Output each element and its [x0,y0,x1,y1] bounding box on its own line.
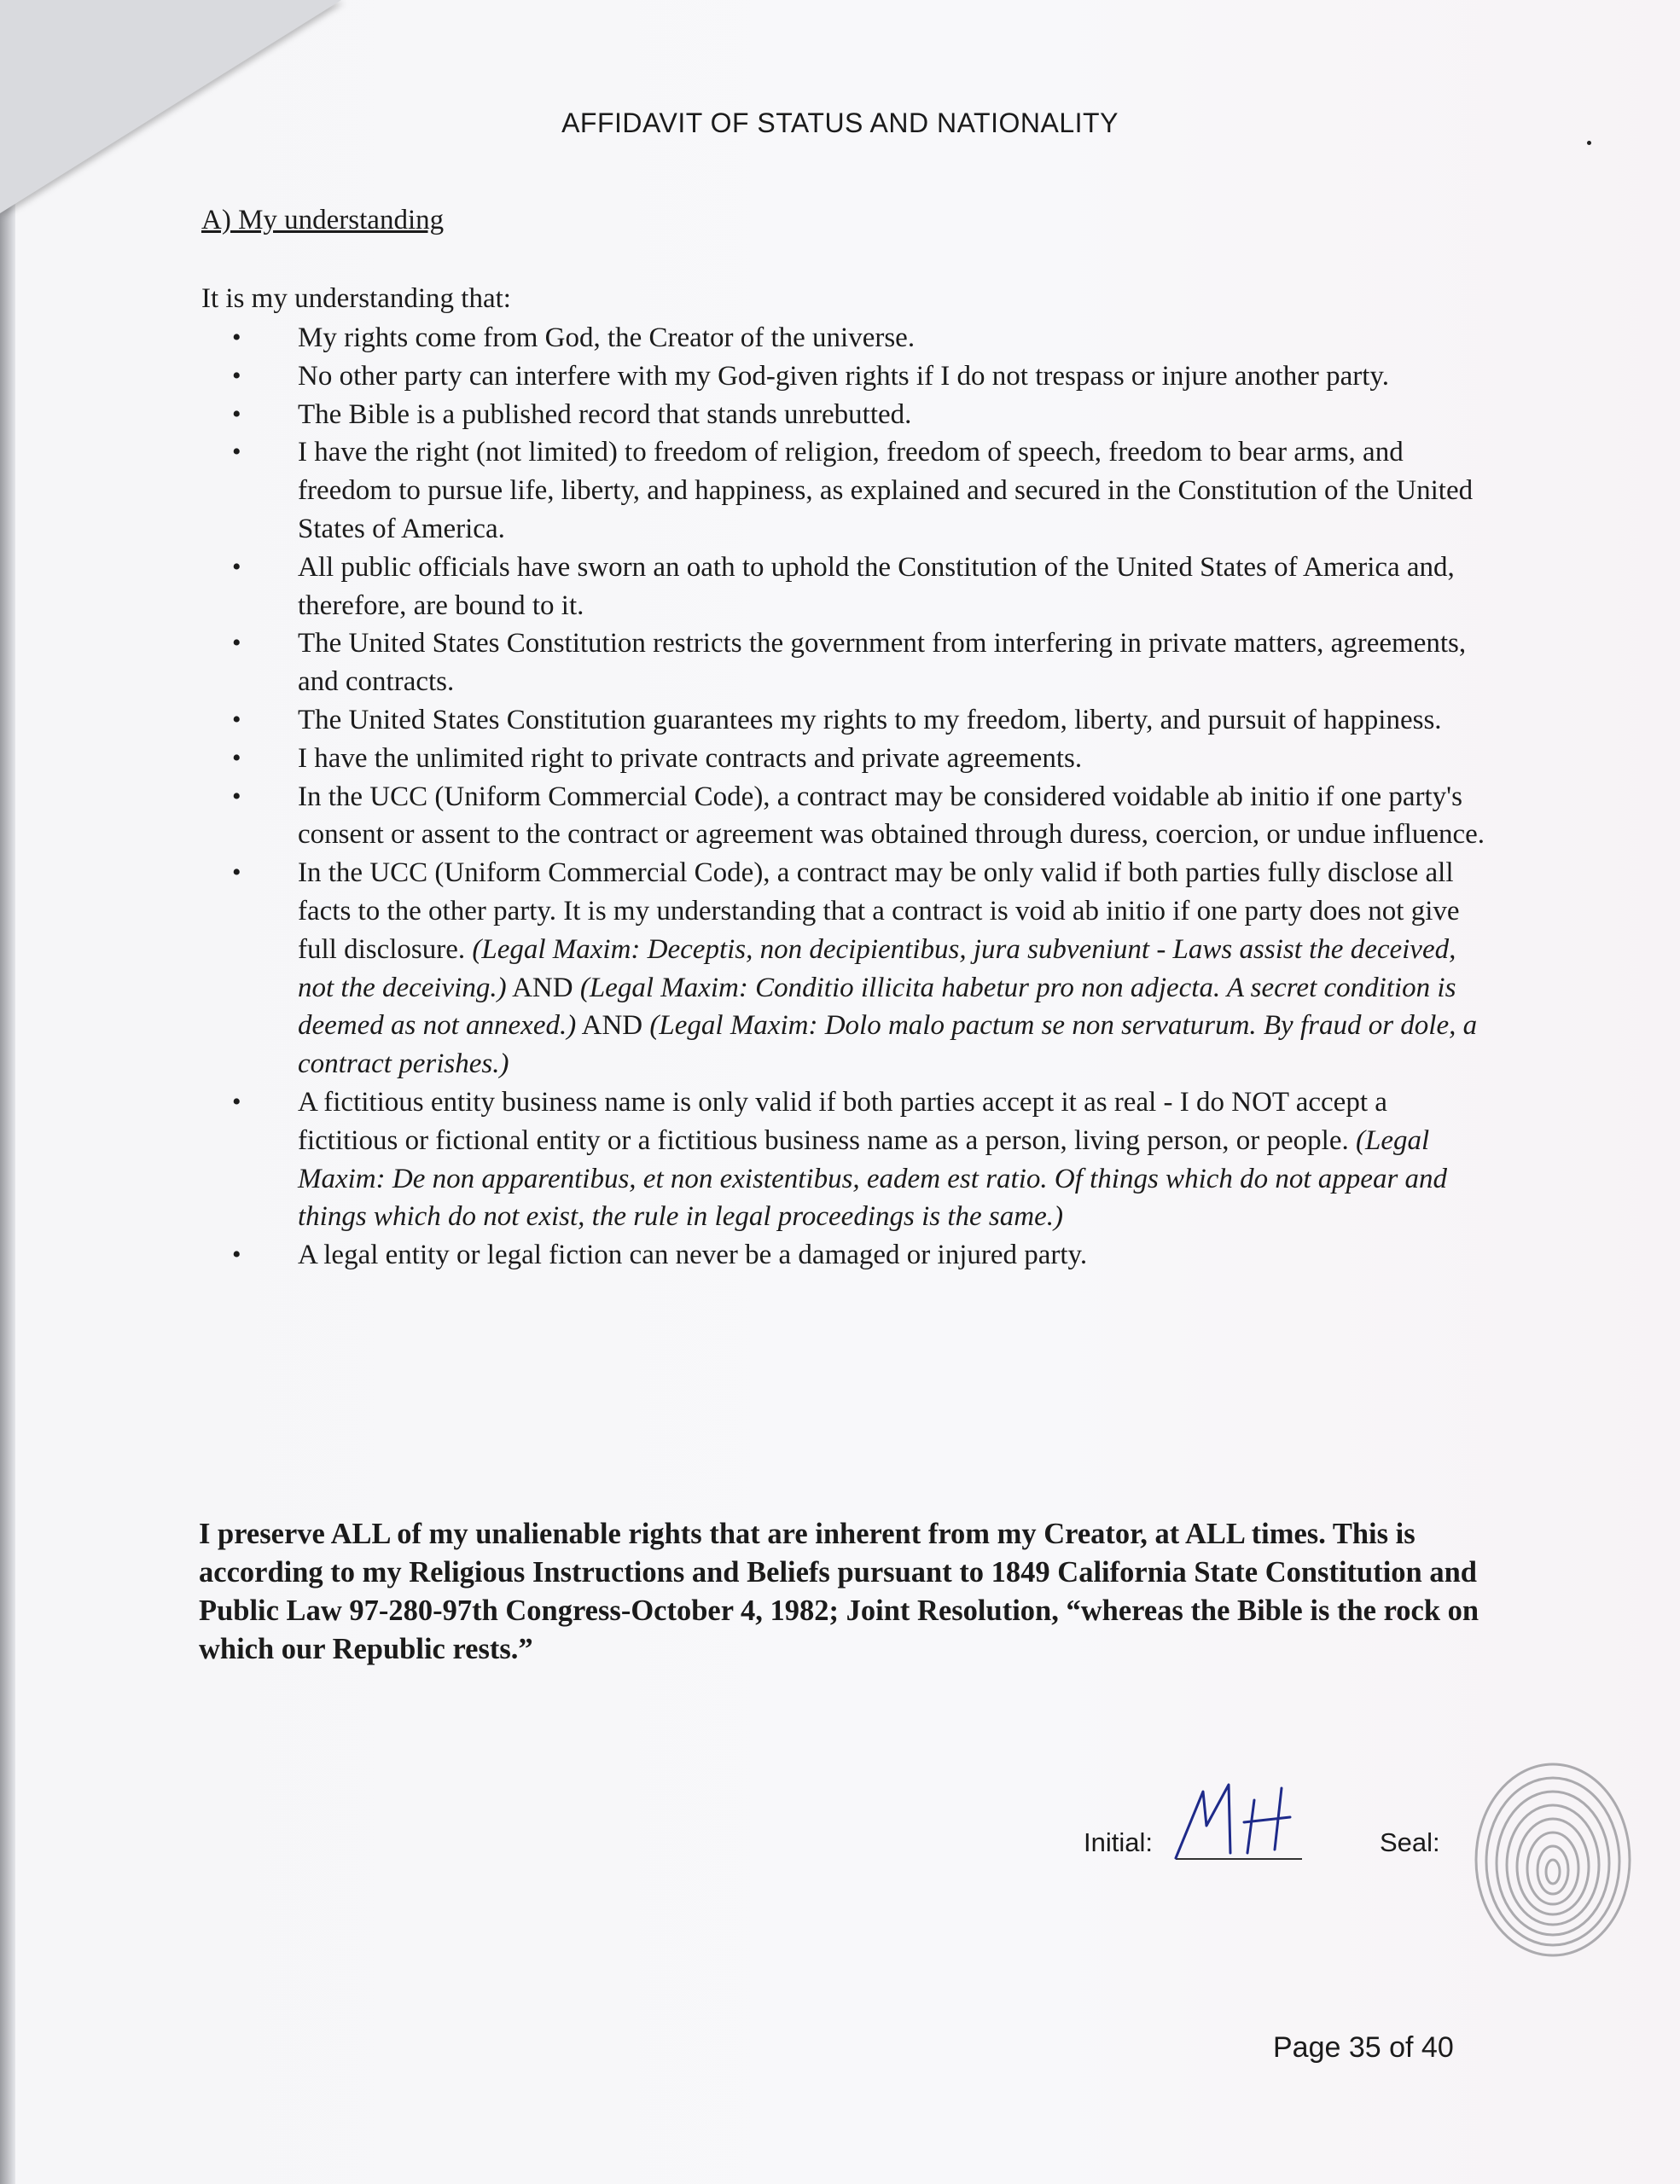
list-item: • My rights come from God, the Creator of the universe. [201,319,1490,357]
list-item: • The United States Constitution guarantees my rights to my freedom, liberty, and pursuit of happiness. [201,701,1490,740]
seal-label: Seal: [1380,1827,1440,1857]
list-item: • I have the unlimited right to private contracts and private agreements. [201,740,1490,778]
legal-maxim: (Legal Maxim: Dolo malo pactum se non servaturum. By fraud or dole, a contract perishes.) [298,1010,1478,1080]
handwritten-initials [1169,1774,1314,1865]
list-item: • No other party can interfere with my God-given rights if I do not trespass or injure another party. [201,357,1490,396]
list-item: • In the UCC (Uniform Commercial Code), a contract may be considered voidable ab initio if one party's consent or assent to the contract or agreement was obtained through duress, coercion, or undue influence. [201,778,1490,855]
initial-label: Initial: [1084,1827,1153,1857]
list-item: • A legal entity or legal fiction can never be a damaged or injured party. [201,1236,1490,1275]
conjunction: AND [576,1010,650,1042]
page-edge-shadow [0,0,15,2184]
thumbprint-icon [1468,1757,1638,1962]
rights-statement: I preserve ALL of my unalienable rights that are inherent from my Creator, at ALL times. This is according to my Religious Instructions and Beliefs pursuant to 1849 California State Constitution and Public Law 97-280-97th Congress-October 4, 1982; Joint Resolution, “whereas the Bible is the rock on which our Republic rests.” [199,1518,1479,1665]
section-heading: A) My understanding [201,205,445,235]
legal-maxim: (Legal Maxim: De non apparentibus, et non existentibus, eadem est ratio. Of things which do not appear and things which do not exist, the rule in legal proceedings is the same.) [298,1124,1448,1233]
page-number: Page 35 of 40 [1273,2031,1454,2064]
list-item: • All public officials have sworn an oath to uphold the Constitution of the United States of America and, therefore, are bound to it. [201,549,1490,625]
list-item: • The United States Constitution restricts the government from interfering in private matters, agreements, and contracts. [201,624,1490,701]
conjunction: AND [506,972,580,1003]
folded-corner [0,0,341,213]
document-title: AFFIDAVIT OF STATUS AND NATIONALITY [561,107,1119,138]
item-text: In the UCC (Uniform Commercial Code), a contract may be only valid if both parties fully disclose all facts to the other party. It is my understanding that a contract is void ab initio if one party does not give full disclosure. [298,857,1460,965]
legal-maxim: (Legal Maxim: Deceptis, non decipientibus, jura subveniunt - Laws assist the deceived, not the deceiving.) [298,933,1456,1003]
understanding-list [201,319,1490,1275]
list-item: • The Bible is a published record that stands unrebutted. [201,396,1490,434]
legal-maxim: (Legal Maxim: Conditio illicita habetur pro non adjecta. A secret condition is deemed as not annexed.) [298,972,1456,1042]
intro-text: It is my understanding that: [201,283,511,314]
list-item-fictitious [201,1083,1490,1236]
list-item: • I have the right (not limited) to freedom of religion, freedom of speech, freedom to bear arms, and freedom to pursue life, liberty, and happiness, as explained and secured in the Constitution of the United States of America. [201,433,1490,548]
list-item-disclosure [201,854,1490,1083]
speck [1587,141,1591,145]
item-text: A fictitious entity business name is only valid if both parties accept it as real - I do NOT accept a fictitious or fictional entity or a fictitious business name as a person, living person, or people. [298,1086,1387,1156]
